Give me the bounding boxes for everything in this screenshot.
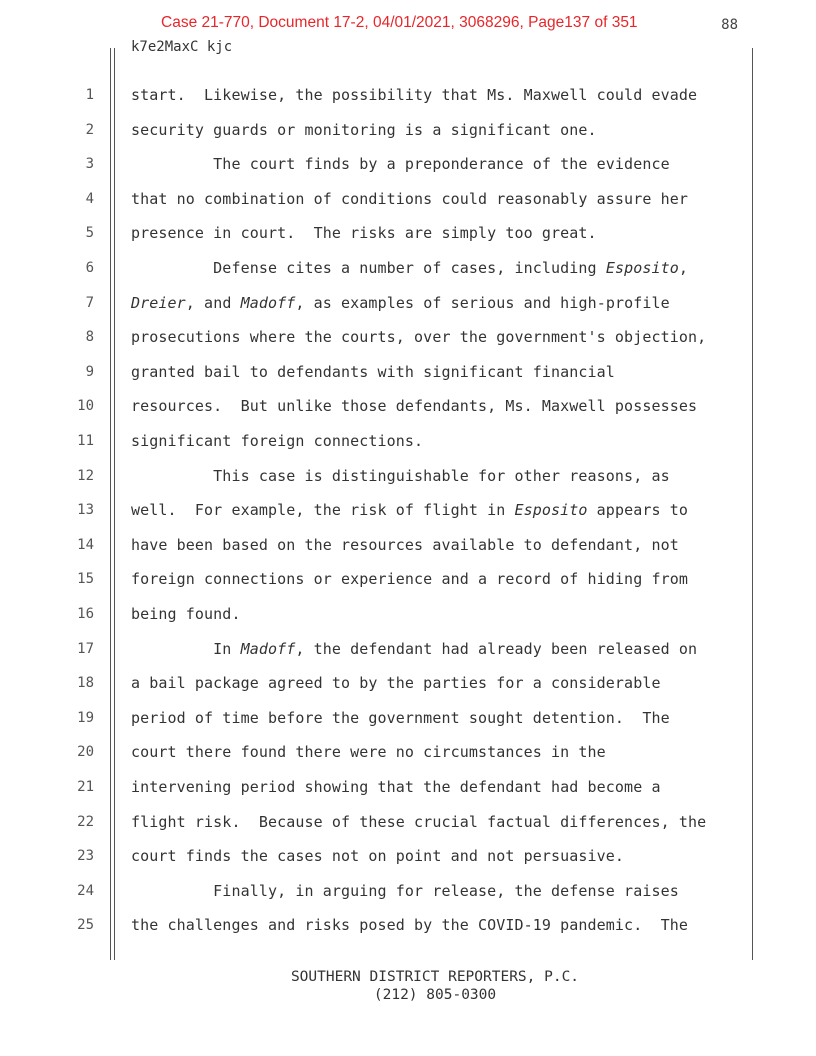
case-name-italic: Dreier	[131, 293, 186, 312]
text-run: This case is distinguishable for other reasons, as	[131, 466, 670, 485]
line-number: 3	[85, 156, 94, 173]
line-number: 23	[77, 848, 94, 865]
transcript-line	[0, 113, 816, 148]
line-number: 2	[85, 121, 94, 138]
page-number: 88	[721, 17, 738, 33]
line-text	[131, 666, 661, 701]
line-number: 11	[77, 433, 94, 449]
line-text	[131, 839, 624, 874]
case-name-italic: Madoff	[240, 293, 296, 312]
text-run: The court finds by a preponderance of the evidence	[131, 155, 670, 174]
line-number: 1	[85, 87, 94, 103]
transcript-line	[0, 805, 816, 840]
transcript-line	[0, 320, 816, 355]
line-number: 5	[85, 225, 94, 242]
line-number: 17	[77, 640, 94, 657]
transcript-line	[0, 666, 816, 701]
text-run: Finally, in arguing for release, the defense raises	[131, 881, 679, 900]
line-number: 19	[77, 709, 94, 726]
line-number: 25	[77, 917, 94, 934]
transcript-line	[0, 78, 816, 113]
footer-phone: (212) 805-0300	[373, 987, 497, 1003]
line-number: 22	[77, 813, 94, 830]
text-run: court finds the cases not on point and not persuasive.	[131, 847, 625, 866]
transcript-line	[0, 147, 816, 182]
line-number: 13	[77, 502, 94, 519]
line-text	[131, 389, 697, 424]
line-number: 8	[85, 329, 94, 346]
case-name-italic: Esposito	[605, 259, 679, 277]
line-number: 14	[77, 536, 94, 553]
line-text	[131, 632, 697, 667]
text-run: , the defendant had already been released on	[295, 639, 698, 658]
transcript-line	[0, 839, 816, 874]
text-run: resources. But unlike those defendants, Ms. Maxwell possesses	[131, 397, 698, 416]
line-text	[131, 78, 697, 113]
line-number: 9	[85, 363, 94, 380]
text-run: have been based on the resources available to defendant, not	[131, 535, 679, 554]
line-number: 10	[77, 398, 94, 415]
line-number: 20	[77, 744, 94, 761]
line-text	[131, 805, 706, 840]
line-text	[131, 251, 688, 286]
line-text	[131, 874, 679, 909]
line-text	[131, 701, 670, 736]
text-run: prosecutions where the courts, over the government's objection,	[131, 328, 707, 347]
text-run: intervening period showing that the defendant had become a	[131, 778, 661, 796]
text-run: period of time before the government sought detention. The	[131, 708, 670, 727]
transcript-line	[0, 701, 816, 736]
case-name-italic: Madoff	[240, 639, 296, 658]
line-text	[131, 182, 688, 217]
line-number: 12	[77, 467, 94, 484]
text-run: well. For example, the risk of flight in	[131, 501, 515, 520]
line-number: 16	[77, 606, 94, 622]
text-run: presence in court. The risks are simply too great.	[131, 224, 597, 243]
transcript-line	[0, 597, 816, 632]
text-run: security guards or monitoring is a significant one.	[131, 120, 597, 139]
text-run: flight risk. Because of these crucial factual differences, the	[131, 812, 707, 831]
transcript-line	[0, 735, 816, 770]
line-number: 7	[85, 294, 94, 311]
text-run: In	[131, 639, 241, 658]
transcript-line	[0, 562, 816, 597]
transcript-caption: k7e2MaxC kjc	[131, 39, 233, 55]
line-text	[131, 355, 615, 390]
text-run: granted bail to defendants with significant financial	[131, 362, 615, 381]
line-text	[131, 597, 241, 632]
line-text	[131, 286, 670, 321]
transcript-line	[0, 908, 816, 943]
transcript-line	[0, 216, 816, 251]
text-run: ,	[678, 259, 688, 277]
transcript-line	[0, 874, 816, 909]
page-footer	[0, 968, 816, 1004]
line-text	[131, 562, 688, 597]
text-run: appears to	[587, 501, 688, 520]
text-run: , as examples of serious and high-profile	[295, 293, 670, 312]
text-run: the challenges and risks posed by the COVID-19 pandemic. The	[131, 916, 688, 935]
line-text	[131, 493, 688, 528]
text-run: start. Likewise, the possibility that Ms. Maxwell could evade	[131, 86, 698, 104]
text-run: a bail package agreed to by the parties for a considerable	[131, 674, 661, 693]
line-text	[131, 908, 688, 943]
text-run: , and	[185, 293, 241, 312]
line-text	[131, 113, 597, 148]
line-text	[131, 770, 661, 805]
transcript-line	[0, 424, 816, 459]
line-text	[131, 459, 670, 494]
line-number: 21	[77, 779, 94, 795]
text-run: being found.	[131, 605, 241, 623]
line-text	[131, 216, 597, 251]
transcript-line	[0, 528, 816, 563]
footer-reporter: SOUTHERN DISTRICT REPORTERS, P.C.	[290, 969, 580, 985]
text-run: significant foreign connections.	[131, 432, 424, 450]
line-text	[131, 735, 606, 770]
line-number: 18	[77, 675, 94, 692]
text-run: that no combination of conditions could reasonably assure her	[131, 189, 688, 208]
transcript-line	[0, 632, 816, 667]
transcript-line	[0, 251, 816, 286]
line-text	[131, 528, 679, 563]
case-name-italic: Esposito	[514, 501, 588, 520]
line-number: 24	[77, 882, 94, 899]
line-text	[131, 424, 423, 459]
case-header: Case 21-770, Document 17-2, 04/01/2021, 3068296, Page137 of 351	[161, 14, 638, 31]
line-text	[131, 320, 706, 355]
line-text	[131, 147, 670, 182]
text-run: foreign connections or experience and a record of hiding from	[131, 570, 688, 589]
transcript-line	[0, 770, 816, 805]
line-number: 4	[85, 190, 94, 207]
transcript-line	[0, 355, 816, 390]
transcript-line	[0, 182, 816, 217]
text-run: court there found there were no circumstances in the	[131, 743, 606, 762]
text-run: Defense cites a number of cases, including	[131, 259, 606, 277]
transcript-line	[0, 389, 816, 424]
transcript-line	[0, 493, 816, 528]
line-number: 6	[85, 260, 94, 276]
line-number: 15	[77, 571, 94, 588]
transcript-line	[0, 286, 816, 321]
transcript-line	[0, 459, 816, 494]
